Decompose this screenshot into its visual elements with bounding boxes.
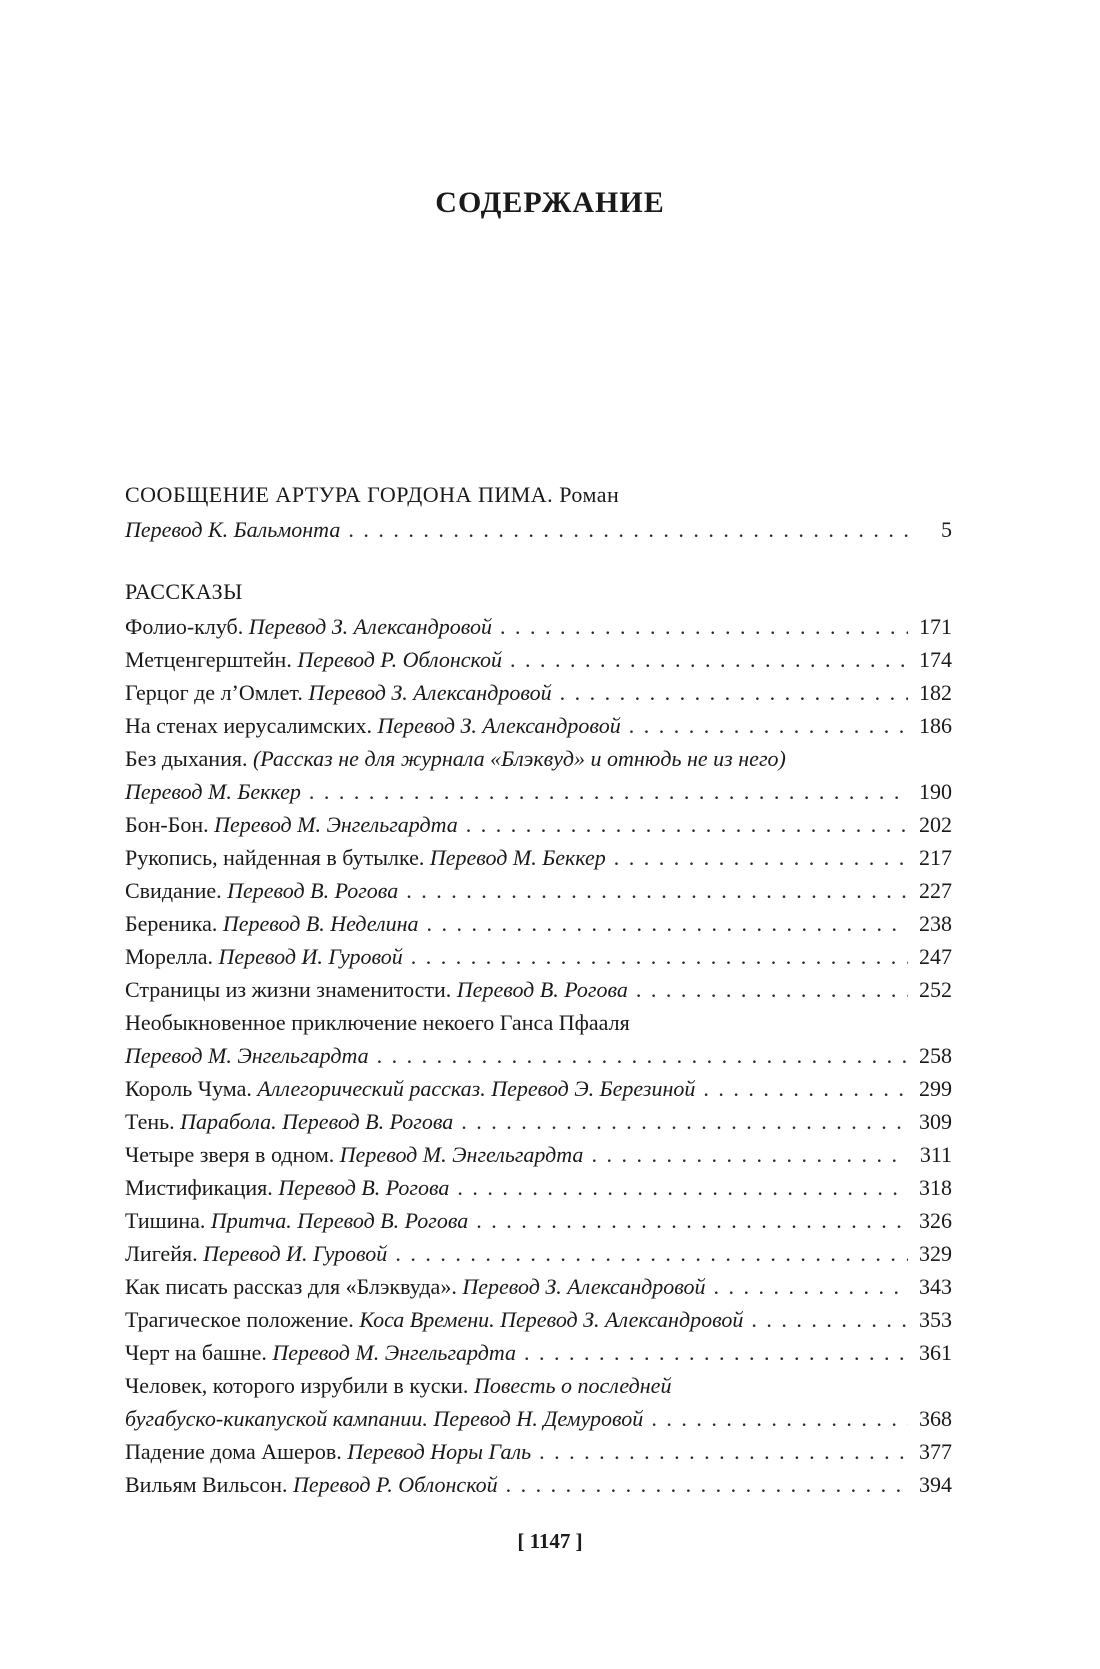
- page-number: 190: [919, 779, 952, 804]
- novel-translator: Перевод К. Бальмонта: [125, 517, 341, 542]
- entry-translator: Перевод З. Александровой: [248, 614, 492, 639]
- entry-translator: Перевод М. Энгельгардта: [214, 812, 458, 837]
- dot-leader: [466, 808, 908, 841]
- page-number: 202: [919, 812, 952, 837]
- toc-entry-line: [125, 973, 952, 1006]
- entry-translator: Перевод М. Энгельгардта: [339, 1142, 584, 1167]
- dot-leader: [714, 1270, 908, 1303]
- toc-entry: [125, 709, 952, 742]
- dot-leader: [614, 841, 908, 874]
- dot-leader: [411, 940, 908, 973]
- entry-title: Тень.: [125, 1109, 175, 1134]
- toc-entry: [125, 1336, 952, 1369]
- entry-title: Черт на башне.: [125, 1340, 267, 1365]
- entry-title: Тишина.: [125, 1208, 206, 1233]
- page-folio: [ 1147 ]: [517, 1529, 583, 1553]
- toc-entry-line: [125, 643, 952, 676]
- toc-entry-line: [125, 1303, 952, 1336]
- dot-leader: [539, 1435, 908, 1468]
- entry-translator: Перевод Р. Облонской: [297, 647, 502, 672]
- page-number: 394: [919, 1472, 952, 1497]
- dot-leader: [377, 1039, 908, 1072]
- toc-entry-line: [125, 1336, 952, 1369]
- stories-section: [125, 575, 952, 1501]
- dot-leader: [461, 1105, 908, 1138]
- page-number: 353: [919, 1307, 952, 1332]
- toc-entry: [125, 1369, 952, 1435]
- toc-entry-line: [125, 1072, 952, 1105]
- dot-leader: [591, 1138, 908, 1171]
- toc-entry-line: [125, 907, 952, 940]
- page-number: 238: [919, 911, 952, 936]
- entry-title: Мистификация.: [125, 1175, 273, 1200]
- toc-entry: [125, 1468, 952, 1501]
- toc-entry-line: [125, 1402, 952, 1435]
- novel-heading: [125, 478, 952, 511]
- dot-leader: [395, 1237, 908, 1270]
- page-number: 182: [919, 680, 952, 705]
- toc-entry: [125, 1171, 952, 1204]
- entry-title: Король Чума.: [125, 1076, 252, 1101]
- novel-entry: [125, 478, 952, 546]
- entry-translator: Повесть о последней: [473, 1373, 672, 1398]
- dot-leader: [309, 775, 908, 808]
- toc-entry: [125, 1204, 952, 1237]
- toc-entry-line: [125, 874, 952, 907]
- entry-translator: Перевод В. Неделина: [222, 911, 419, 936]
- toc-entry: [125, 874, 952, 907]
- entry-title: Падение дома Ашеров.: [125, 1439, 342, 1464]
- entry-title: Морелла.: [125, 944, 213, 969]
- toc-entry: [125, 1303, 952, 1336]
- dot-leader: [703, 1072, 908, 1105]
- entry-translator-cont: бугабуско-кикапуской кампании. Перевод Н. Демуровой: [125, 1406, 644, 1431]
- dot-leader: [560, 676, 908, 709]
- entry-title: Герцог де л’Омлет.: [125, 680, 303, 705]
- toc-entry-line: [125, 1468, 952, 1501]
- page-number: 5: [941, 517, 952, 542]
- dot-leader: [524, 1336, 908, 1369]
- page-number: 309: [919, 1109, 952, 1134]
- entry-translator: Перевод З. Александровой: [377, 713, 621, 738]
- entry-translator-cont: Перевод М. Беккер: [125, 779, 301, 804]
- entry-title: Вильям Вильсон.: [125, 1472, 288, 1497]
- toc-entry: [125, 1435, 952, 1468]
- entry-title: Береника.: [125, 911, 218, 936]
- dot-leader: [427, 907, 908, 940]
- page-number: 299: [919, 1076, 952, 1101]
- toc-entry: [125, 940, 952, 973]
- page-number: 318: [919, 1175, 952, 1200]
- toc-entry: [125, 1105, 952, 1138]
- page-number: 326: [919, 1208, 952, 1233]
- toc-entry-line: [125, 1006, 952, 1039]
- entry-title: Страницы из жизни знаменитости.: [125, 977, 452, 1002]
- page-number: 252: [919, 977, 952, 1002]
- page-number: 227: [919, 878, 952, 903]
- entry-translator: Перевод В. Рогова: [278, 1175, 450, 1200]
- stories-list: [125, 610, 952, 1501]
- entry-title: Человек, которого изрубили в куски.: [125, 1373, 469, 1398]
- toc-entry: [125, 1072, 952, 1105]
- dot-leader: [406, 874, 908, 907]
- page-number: 311: [919, 1142, 952, 1167]
- entry-title: На стенах иерусалимских.: [125, 713, 372, 738]
- dot-leader: [506, 1468, 908, 1501]
- entry-translator: Перевод Р. Облонской: [293, 1472, 498, 1497]
- entry-title: Как писать рассказ для «Блэквуда».: [125, 1274, 457, 1299]
- entry-translator-cont: Перевод М. Энгельгардта: [125, 1043, 369, 1068]
- toc-entry-line: [125, 1204, 952, 1237]
- toc-entry: [125, 841, 952, 874]
- toc-entry: [125, 676, 952, 709]
- entry-translator: Притча. Перевод В. Рогова: [210, 1208, 469, 1233]
- toc-entry-line: [125, 1369, 952, 1402]
- entry-translator: (Рассказ не для журнала «Блэквуд» и отнюдь не из него): [252, 746, 786, 771]
- entry-title: Свидание.: [125, 878, 222, 903]
- novel-title: СООБЩЕНИЕ АРТУРА ГОРДОНА ПИМА.: [125, 482, 554, 507]
- page-number: 171: [919, 614, 952, 639]
- entry-translator: Перевод В. Рогова: [456, 977, 628, 1002]
- entry-translator: Перевод И. Гуровой: [203, 1241, 388, 1266]
- toc-entry: [125, 907, 952, 940]
- dot-leader: [636, 973, 908, 1006]
- dot-leader: [457, 1171, 908, 1204]
- novel-translator-line: [125, 513, 952, 546]
- stories-heading: РАССКАЗЫ: [125, 579, 243, 604]
- toc-entry-line: [125, 709, 952, 742]
- toc-entry: [125, 643, 952, 676]
- page-number: 186: [919, 713, 952, 738]
- page-number: 377: [919, 1439, 952, 1464]
- entry-title: Необыкновенное приключение некоего Ганса Пфааля: [125, 1010, 630, 1035]
- toc-entry-line: [125, 1171, 952, 1204]
- dot-leader: [476, 1204, 908, 1237]
- toc-entry: [125, 1006, 952, 1072]
- toc-entry-line: [125, 1138, 952, 1171]
- entry-translator: Перевод М. Беккер: [429, 845, 606, 870]
- toc-entry: [125, 1237, 952, 1270]
- toc-entry-line: [125, 1270, 952, 1303]
- entry-title: Без дыхания.: [125, 746, 248, 771]
- novel-genre: Роман: [559, 482, 620, 507]
- entry-translator: Перевод З. Александровой: [308, 680, 552, 705]
- page-number: 247: [919, 944, 952, 969]
- entry-translator: Перевод И. Гуровой: [218, 944, 403, 969]
- toc-entry: [125, 610, 952, 643]
- toc-entry: [125, 1270, 952, 1303]
- toc-entry-line: [125, 676, 952, 709]
- entry-translator: Перевод Норы Галь: [347, 1439, 532, 1464]
- toc-entry: [125, 1138, 952, 1171]
- entry-title: Бон-Бон.: [125, 812, 209, 837]
- toc-entry-line: [125, 1435, 952, 1468]
- page-number: 258: [919, 1043, 952, 1068]
- toc-entry-line: [125, 1039, 952, 1072]
- dot-leader: [500, 610, 908, 643]
- toc-entry-line: [125, 1105, 952, 1138]
- page-number: 368: [919, 1406, 952, 1431]
- page-title: СОДЕРЖАНИЕ: [435, 186, 665, 219]
- toc-entry-line: [125, 940, 952, 973]
- toc-entry-line: [125, 742, 952, 775]
- toc-entry: [125, 808, 952, 841]
- dot-leader: [751, 1303, 908, 1336]
- entry-translator: Перевод В. Рогова: [227, 878, 399, 903]
- page-number: 174: [919, 647, 952, 672]
- toc-entry-line: [125, 1237, 952, 1270]
- toc-entry-line: [125, 841, 952, 874]
- page-number: 343: [919, 1274, 952, 1299]
- entry-title: Лигейя.: [125, 1241, 198, 1266]
- page-number: 361: [919, 1340, 952, 1365]
- page-number: 329: [919, 1241, 952, 1266]
- dot-leader: [651, 1402, 908, 1435]
- toc-entry-line: [125, 808, 952, 841]
- dot-leader: [510, 643, 908, 676]
- toc-entry: [125, 742, 952, 808]
- entry-title: Фолио-клуб.: [125, 614, 244, 639]
- toc-entry-line: [125, 775, 952, 808]
- entry-translator: Перевод З. Александровой: [462, 1274, 706, 1299]
- entry-title: Трагическое положение.: [125, 1307, 354, 1332]
- entry-translator: Парабола. Перевод В. Рогова: [180, 1109, 454, 1134]
- entry-title: Четыре зверя в одном.: [125, 1142, 335, 1167]
- page-number: 217: [919, 845, 952, 870]
- toc-entry: [125, 973, 952, 1006]
- entry-title: Метценгерштейн.: [125, 647, 292, 672]
- dot-leader: [629, 709, 908, 742]
- entry-translator: Коса Времени. Перевод З. Александровой: [359, 1307, 744, 1332]
- dot-leader: [348, 513, 908, 546]
- entry-translator: Аллегорический рассказ. Перевод Э. Березиной: [257, 1076, 696, 1101]
- entry-translator: Перевод М. Энгельгардта: [272, 1340, 517, 1365]
- toc-entry-line: [125, 610, 952, 643]
- entry-title: Рукопись, найденная в бутылке.: [125, 845, 425, 870]
